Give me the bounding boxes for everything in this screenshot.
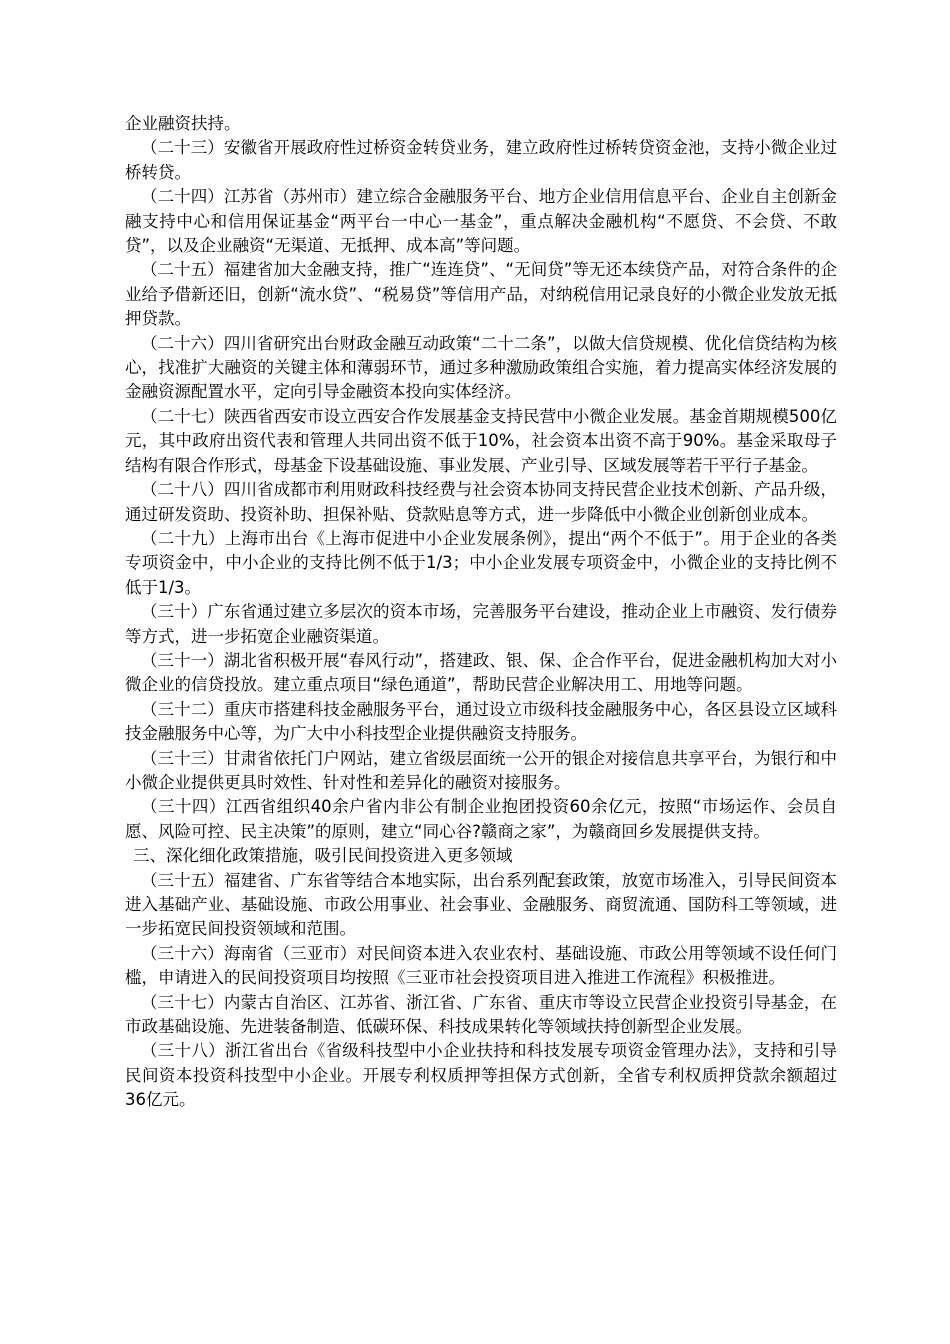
paragraph-item-34: （三十四）江西省组织40余户省内非公有制企业抱团投资60余亿元，按照“市场运作、会员自愿、风险可控、民主决策”的原则，建立“同心谷?赣商之家”，为赣商回乡发展提供支持。 xyxy=(125,797,837,841)
section-heading-3: 三、深化细化政策措施，吸引民间投资进入更多领域 xyxy=(133,846,513,866)
paragraph-item-25: （二十五）福建省加大金融支持，推广“连连贷”、“无间贷”等无还本续贷产品，对符合条件的企业给予借新还旧，创新“流水贷”、“税易贷”等信用产品，对纳税信用记录良好的小微企业发放无抵押贷款。 xyxy=(125,260,837,329)
paragraph-item-36: （三十六）海南省（三亚市）对民间资本进入农业农村、基础设施、市政公用等领域不设任何门槛，申请进入的民间投资项目均按照《三亚市社会投资项目进入推进工作流程》积极推进。 xyxy=(125,943,837,988)
paragraph-item-33: （三十三）甘肃省依托门户网站，建立省级层面统一公开的银企对接信息共享平台，为银行和中小微企业提供更具时效性、针对性和差异化的融资对接服务。 xyxy=(125,748,837,792)
paragraph-item-32: （三十二）重庆市搭建科技金融服务平台，通过设立市级科技金融服务中心，各区县设立区域科技金融服务中心等，为广大中小科技型企业提供融资支持服务。 xyxy=(125,699,837,744)
paragraph-item-23: （二十三）安徽省开展政府性过桥资金转贷业务，建立政府性过桥转贷资金池，支持小微企业过桥转贷。 xyxy=(125,138,837,182)
paragraph-item-30: （三十）广东省通过建立多层次的资本市场，完善服务平台建设，推动企业上市融资、发行债券等方式，进一步拓宽企业融资渠道。 xyxy=(125,602,837,646)
paragraph-item-28: （二十八）四川省成都市利用财政科技经费与社会资本协同支持民营企业技术创新、产品升级，通过研发资助、投资补助、担保补贴、贷款贴息等方式，进一步降低中小微企业创新创业成本。 xyxy=(125,480,837,524)
paragraph-continuation: 企业融资扶持。 xyxy=(125,114,241,133)
paragraph-item-37: （三十七）内蒙古自治区、江苏省、浙江省、广东省、重庆市等设立民营企业投资引导基金，在市政基础设施、先进装备制造、低碳环保、科技成果转化等领域扶持创新型企业发展。 xyxy=(125,992,837,1037)
paragraph-item-35: （三十五）福建省、广东省等结合本地实际，出台系列配套政策，放宽市场准入，引导民间资本进入基础产业、基础设施、市政公用事业、社会事业、金融服务、商贸流通、国防科工等领域，进一步拓宽民间投资领域和范围。 xyxy=(125,870,837,939)
document-body xyxy=(125,112,837,1113)
paragraph-item-29: （二十九）上海市出台《上海市促进中小企业发展条例》，提出“两个不低于”。用于企业的各类专项资金中，中小企业的支持比例不低于1/3；中小企业发展专项资金中，小微企业的支持比例不低于1/3。 xyxy=(125,528,837,597)
paragraph-item-31: （三十一）湖北省积极开展“春风行动”，搭建政、银、保、企合作平台，促进金融机构加大对小微企业的信贷投放。建立重点项目“绿色通道”，帮助民营企业解决用工、用地等问题。 xyxy=(125,650,837,695)
paragraph-item-38: （三十八）浙江省出台《省级科技型中小企业扶持和科技发展专项资金管理办法》，支持和引导民间资本投资科技型中小企业。开展专利权质押等担保方式创新，全省专利权质押贷款余额超过36亿元。 xyxy=(125,1041,837,1110)
paragraph-item-24: （二十四）江苏省（苏州市）建立综合金融服务平台、地方企业信用信息平台、企业自主创新金融支持中心和信用保证基金“两平台一中心一基金”，重点解决金融机构“不愿贷、不会贷、不敢贷”，以及企业融资“无渠道、无抵押、成本高”等问题。 xyxy=(125,187,837,256)
paragraph-item-27: （二十七）陕西省西安市设立西安合作发展基金支持民营中小微企业发展。基金首期规模500亿元，其中政府出资代表和管理人共同出资不低于10%，社会资本出资不高于90%。基金采取母子结构有限合作形式，母基金下设基础设施、事业发展、产业引导、区域发展等若干平行子基金。 xyxy=(125,406,837,475)
paragraph-item-26: （二十六）四川省研究出台财政金融互动政策“二十二条”，以做大信贷规模、优化信贷结构为核心，找准扩大融资的关键主体和薄弱环节，通过多种激励政策组合实施，着力提高实体经济发展的金融资源配置水平，定向引导金融资本投向实体经济。 xyxy=(125,333,837,402)
